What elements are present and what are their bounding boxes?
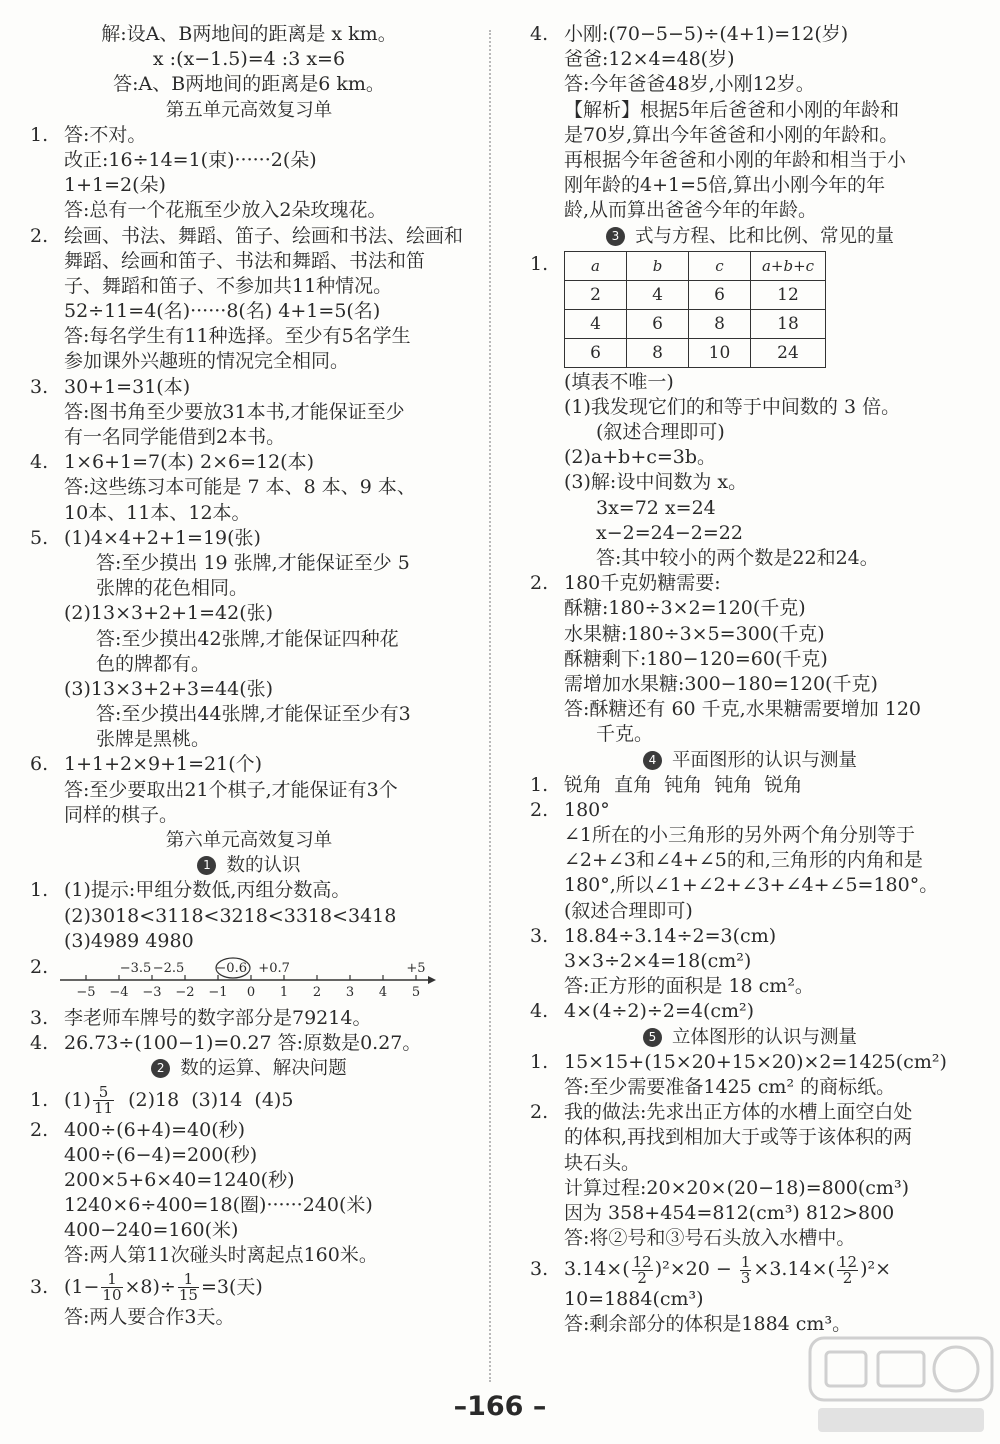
text-part: 3.14×( [564, 1258, 630, 1281]
answer-line: 答:不对。 [64, 123, 147, 146]
tick-label: 4 [378, 984, 388, 1000]
fill-table [564, 251, 826, 368]
question [530, 1100, 970, 1125]
answer-line: 1+1=2(朵) [64, 174, 166, 197]
answer-line [30, 1082, 468, 1118]
unit-title: 第六单元高效复习单 [165, 830, 333, 851]
answer-line: 答:至少摸出42张牌,才能保证四种花 [96, 627, 399, 650]
point-label: −0.6 [215, 960, 247, 976]
question [530, 773, 970, 798]
table-cell: 4 [627, 280, 689, 309]
question [30, 1082, 468, 1118]
number-line [56, 954, 436, 1006]
question [530, 798, 970, 823]
text-part: )²×20 − [654, 1258, 738, 1281]
answer-line: 答:每名学生有11种选择。至少有5名学生 [64, 325, 411, 348]
question-number: 1. [30, 1088, 49, 1111]
fraction [632, 1252, 653, 1287]
answer-line: 小刚:(70−5−5)÷(4+1)=12(岁) [564, 23, 849, 45]
tick-label: −2 [175, 984, 195, 1000]
question-number: 3. [530, 924, 549, 947]
section-heading [530, 1025, 970, 1050]
table-cell: 8 [627, 338, 689, 367]
arrow-icon [428, 976, 436, 984]
table-header-cell: a [565, 251, 627, 280]
tick-label: −3 [142, 984, 162, 1000]
answer-line: 爸爸:12×4=48(岁) [564, 48, 735, 71]
denominator: 10 [102, 1286, 122, 1305]
answer-line: 180° [564, 798, 610, 821]
question [30, 1031, 468, 1056]
fraction [740, 1252, 752, 1287]
section-heading [530, 224, 970, 249]
denominator: 11 [93, 1099, 114, 1117]
section-heading [30, 1056, 468, 1081]
section-badge: 2 [151, 1059, 170, 1078]
question-number: 4. [30, 1032, 49, 1055]
answer-line: 【解析】根据5年后爸爸和小刚的年龄和 [564, 98, 900, 121]
table-cell: 8 [689, 309, 751, 338]
numerator: 1 [740, 1252, 751, 1271]
answer-line: 千克。 [596, 723, 654, 746]
question [530, 22, 970, 47]
text-part: )²× [860, 1258, 892, 1281]
fraction [101, 1272, 122, 1303]
question-number: 3. [530, 1258, 549, 1281]
table-row [565, 338, 826, 367]
question-number: 3. [30, 1275, 49, 1298]
question-number: 2. [530, 798, 549, 821]
answer-line: 酥糖剩下:180−120=60(千克) [564, 647, 828, 670]
answer-line: x−2=24−2=22 [596, 521, 743, 544]
answer-line: 1240×6÷400=18(圈)······240(米) [64, 1194, 373, 1217]
tick-label: 1 [279, 984, 289, 1000]
question-number: 5. [30, 526, 49, 549]
answer-line: 1+1+2×9+1=21(个) [64, 753, 263, 776]
answer-line: 52÷11=4(名)······8(名) 4+1=5(名) [64, 300, 381, 323]
answer-line: 绘画、书法、舞蹈、笛子、绘画和书法、绘画和 [64, 224, 464, 247]
answer-line: 再根据今年爸爸和小刚的年龄和相当于小 [564, 148, 907, 171]
question [530, 999, 970, 1024]
text-line: 答:A、B两地间的距离是6 km。 [113, 73, 385, 96]
answer-line: 180千克奶糖需要: [564, 572, 721, 595]
fraction [178, 1272, 199, 1303]
table-cell: 2 [565, 280, 627, 309]
answer-line: (2)13×3+2+1=42(张) [64, 602, 274, 625]
answer-line: (叙述合理即可) [564, 899, 693, 922]
question-number: 1. [530, 773, 549, 796]
table-header-row [565, 251, 826, 280]
answer-line: 答:图书角至少要放31本书,才能保证至少 [64, 400, 405, 423]
answer-line: 张牌的花色相同。 [96, 577, 249, 600]
section-title: 式与方程、比和比例、常见的量 [634, 225, 894, 247]
answer-line: (3)4989 4980 [64, 929, 194, 952]
question [30, 224, 468, 249]
question-number: 2. [30, 955, 49, 978]
numerator: 12 [837, 1252, 858, 1271]
question-number: 1. [30, 123, 49, 146]
denominator: 2 [637, 1268, 647, 1287]
question-number: 4. [530, 1000, 549, 1023]
answer-line: 400÷(6+4)=40(秒) [64, 1118, 246, 1141]
answer-line: 4×(4÷2)÷2=4(cm²) [564, 1000, 755, 1023]
answer-line: 答:至少要取出21个棋子,才能保证有3个 [64, 778, 398, 801]
answer-line: (1)我发现它们的和等于中间数的 3 倍。 [564, 395, 901, 418]
answer-line: 26.73÷(100−1)=0.27 答:原数是0.27。 [64, 1032, 422, 1055]
answer-line: 块石头。 [564, 1151, 641, 1174]
answer-line: 答:酥糖还有 60 千克,水果糖需要增加 120 [564, 698, 922, 721]
question [530, 924, 970, 949]
question [30, 123, 468, 148]
table-cell: 6 [565, 338, 627, 367]
question-number: 4. [30, 451, 49, 474]
table-row [565, 280, 826, 309]
answer-line: 李老师车牌号的数字部分是79214。 [64, 1006, 372, 1029]
answer-line: 答:两人第11次碰头时离起点160米。 [64, 1244, 378, 1267]
question-number: 4. [530, 23, 549, 45]
section-badge: 4 [643, 751, 662, 770]
section-badge: 1 [197, 856, 216, 875]
answer-line: 水果糖:180÷3×5=300(千克) [564, 622, 825, 645]
answer-line: (3)解:设中间数为 x。 [564, 471, 748, 494]
question [30, 1269, 468, 1305]
question [530, 1251, 970, 1287]
answer-line: (2)3018<3118<3218<3318<3418 [64, 904, 397, 927]
section-title: 数的运算、解决问题 [180, 1058, 347, 1080]
answer-line: 答:两人要合作3天。 [64, 1305, 235, 1328]
answer-line: 答:将②号和③号石头放入水槽中。 [564, 1227, 856, 1250]
answer-line: 200×5+6×40=1240(秒) [64, 1168, 295, 1191]
text-line: 解:设A、B两地间的距离是 x km。 [101, 23, 397, 45]
answer-line: 是70岁,算出今年爸爸和小刚的年龄和。 [564, 123, 899, 146]
text-part: =3(天) [200, 1275, 263, 1298]
denominator: 2 [842, 1268, 853, 1287]
table-row [565, 309, 826, 338]
answer-line [30, 1269, 468, 1305]
fraction [837, 1252, 858, 1287]
unit-title: 第五单元高效复习单 [165, 99, 333, 121]
answer-line: 400÷(6−4)=200(秒) [64, 1143, 258, 1166]
answer-line: 因为 358+454=812(cm³) 812>800 [564, 1201, 895, 1224]
point-label: −2.5 [152, 960, 185, 976]
section-heading [530, 748, 970, 773]
table-header-cell: b [627, 251, 689, 280]
answer-line: (3)13×3+2+3=44(张) [64, 677, 274, 700]
fraction [93, 1085, 114, 1116]
watermark-logo [806, 1330, 996, 1440]
question-number: 2. [30, 1118, 49, 1141]
table-cell: 10 [689, 338, 751, 367]
answer-line: 答:剩余部分的体积是1884 cm³。 [564, 1313, 852, 1336]
table-header-cell: a+b+c [751, 251, 826, 280]
question-number: 1. [30, 879, 49, 902]
question-number: 1. [530, 252, 549, 275]
text-part: (2)18 (3)14 (4)5 [116, 1088, 294, 1111]
point-label: +5 [406, 960, 426, 976]
question-number: 3. [30, 375, 49, 398]
question-number: 2. [530, 1101, 549, 1124]
answer-line: 1×6+1=7(本) 2×6=12(本) [64, 451, 314, 474]
right-column [530, 22, 970, 1338]
question-number: 6. [30, 753, 49, 776]
section-title: 平面图形的认识与测量 [671, 749, 857, 771]
text-part: ×8)÷ [124, 1275, 176, 1298]
answer-line: (叙述合理即可) [596, 421, 725, 444]
answer-line: 酥糖:180÷3×2=120(千克) [564, 597, 806, 620]
answer-line: 30+1=31(本) [64, 375, 191, 398]
answer-line: 的体积,再找到相加大于或等于该体积的两 [564, 1126, 913, 1149]
answer-line: 龄,从而算出爸爸今年的年龄。 [564, 199, 818, 222]
answer-line: 参加课外兴趣班的情况完全相同。 [64, 350, 350, 373]
answer-line: 10=1884(cm³) [564, 1288, 704, 1311]
answer-line: 张牌是黑桃。 [96, 728, 211, 751]
answer-line: 180°,所以∠1+∠2+∠3+∠4+∠5=180°。 [564, 874, 939, 897]
tick-label: 3 [345, 984, 355, 1000]
answer-line: 需增加水果糖:300−180=120(千克) [564, 672, 878, 695]
answer-line: 色的牌都有。 [96, 652, 211, 675]
answer-line: 刚年龄的4+1=5倍,算出小刚今年的年 [564, 174, 886, 197]
question [530, 1050, 970, 1075]
page-number: –166 – [453, 1391, 547, 1422]
section-title: 数的认识 [226, 855, 301, 877]
text-part: ×3.14×( [753, 1258, 835, 1281]
table-cell: 6 [689, 280, 751, 309]
tick-label: −1 [208, 984, 228, 1000]
column-divider [489, 30, 491, 1382]
answer-line: 答:今年爸爸48岁,小刚12岁。 [564, 73, 815, 96]
tick-label: 5 [411, 984, 421, 1000]
answer-line: 答:至少摸出 19 张牌,才能保证至少 5 [96, 551, 410, 574]
section-title: 立体图形的认识与测量 [671, 1026, 857, 1048]
left-column [30, 22, 468, 1330]
question [30, 752, 468, 777]
question-number: 3. [30, 1006, 49, 1029]
question [30, 878, 468, 903]
section-badge: 5 [643, 1028, 662, 1047]
table-cell: 24 [751, 338, 826, 367]
answer-line: 答:至少摸出44张牌,才能保证至少有3 [96, 703, 411, 726]
text-line: x :(x−1.5)=4 :3 x=6 [152, 48, 346, 71]
numerator: 5 [93, 1085, 114, 1101]
question-number: 2. [530, 572, 549, 595]
answer-line: 答:至少需要准备1425 cm² 的商标纸。 [564, 1075, 896, 1098]
answer-line: 3×3÷2×4=18(cm²) [564, 950, 752, 972]
denominator: 15 [178, 1286, 198, 1305]
denominator: 3 [740, 1268, 751, 1287]
table-header-cell: c [689, 251, 751, 280]
answer-line: (2)a+b+c=3b。 [564, 446, 717, 469]
answer-line: 答:总有一个花瓶至少放入2朵玫瑰花。 [64, 199, 387, 222]
question-number: 1. [530, 1050, 549, 1073]
answer-line: 答:这些练习本可能是 7 本、8 本、9 本、 [64, 476, 416, 499]
answer-line: (填表不唯一) [564, 370, 674, 393]
question [30, 954, 468, 1006]
table-cell: 18 [751, 309, 826, 338]
answer-line: 同样的棋子。 [64, 803, 179, 826]
answer-line: 3x=72 x=24 [596, 496, 716, 519]
answer-line: 10本、11本、12本。 [64, 501, 251, 524]
text-part: (1) [64, 1088, 91, 1111]
question [30, 375, 468, 400]
answer-line [530, 1251, 970, 1287]
text-part: (1− [64, 1275, 100, 1298]
answer-line: (1)4×4+2+1=19(张) [64, 526, 261, 549]
answer-line: 计算过程:20×20×(20−18)=800(cm³) [564, 1176, 909, 1199]
tick-label: 2 [312, 984, 322, 1000]
answer-line: 答:正方形的面积是 18 cm²。 [564, 975, 814, 998]
answer-line: 舞蹈、绘画和笛子、书法和舞蹈、书法和笛 [64, 249, 426, 272]
answer-line: 18.84÷3.14÷2=3(cm) [564, 924, 777, 947]
question [30, 1118, 468, 1143]
numerator: 12 [632, 1252, 652, 1271]
table-cell: 12 [751, 280, 826, 309]
question [30, 1006, 468, 1031]
answer-line: 改正:16÷14=1(束)······2(朵) [64, 148, 317, 171]
answer-line: 子、舞蹈和笛子、不参加共11种情况。 [64, 274, 393, 297]
answer-line: 400−240=160(米) [64, 1219, 239, 1242]
point-label: −3.5 [119, 960, 152, 976]
answer-line: 锐角 直角 钝角 钝角 锐角 [564, 773, 803, 796]
answer-line: 答:其中较小的两个数是22和24。 [596, 547, 879, 569]
question [530, 251, 970, 368]
answer-line: 有一名同学能借到2本书。 [64, 426, 286, 448]
numerator: 1 [101, 1272, 122, 1288]
section-badge: 3 [606, 227, 625, 246]
answer-line: 我的做法:先求出正方体的水槽上面空白处 [564, 1101, 913, 1124]
tick-label: −4 [109, 984, 129, 1000]
answer-line: ∠1所在的小三角形的另外两个角分别等于 [564, 824, 916, 847]
answer-line: 15×15+(15×20+15×20)×2=1425(cm²) [564, 1050, 947, 1073]
answer-line: (1)提示:甲组分数低,丙组分数高。 [64, 879, 351, 902]
table-cell: 6 [627, 309, 689, 338]
numerator: 1 [178, 1272, 199, 1288]
question [30, 450, 468, 475]
question-number: 2. [30, 224, 49, 247]
section-heading [30, 853, 468, 878]
answer-line: ∠2+∠3和∠4+∠5的和,三角形的内角和是 [564, 849, 923, 872]
question [530, 571, 970, 596]
tick-label: −5 [76, 984, 96, 1000]
tick-label: 0 [246, 984, 256, 1000]
question [30, 526, 468, 551]
table-cell: 4 [565, 309, 627, 338]
point-label: +0.7 [258, 960, 290, 976]
